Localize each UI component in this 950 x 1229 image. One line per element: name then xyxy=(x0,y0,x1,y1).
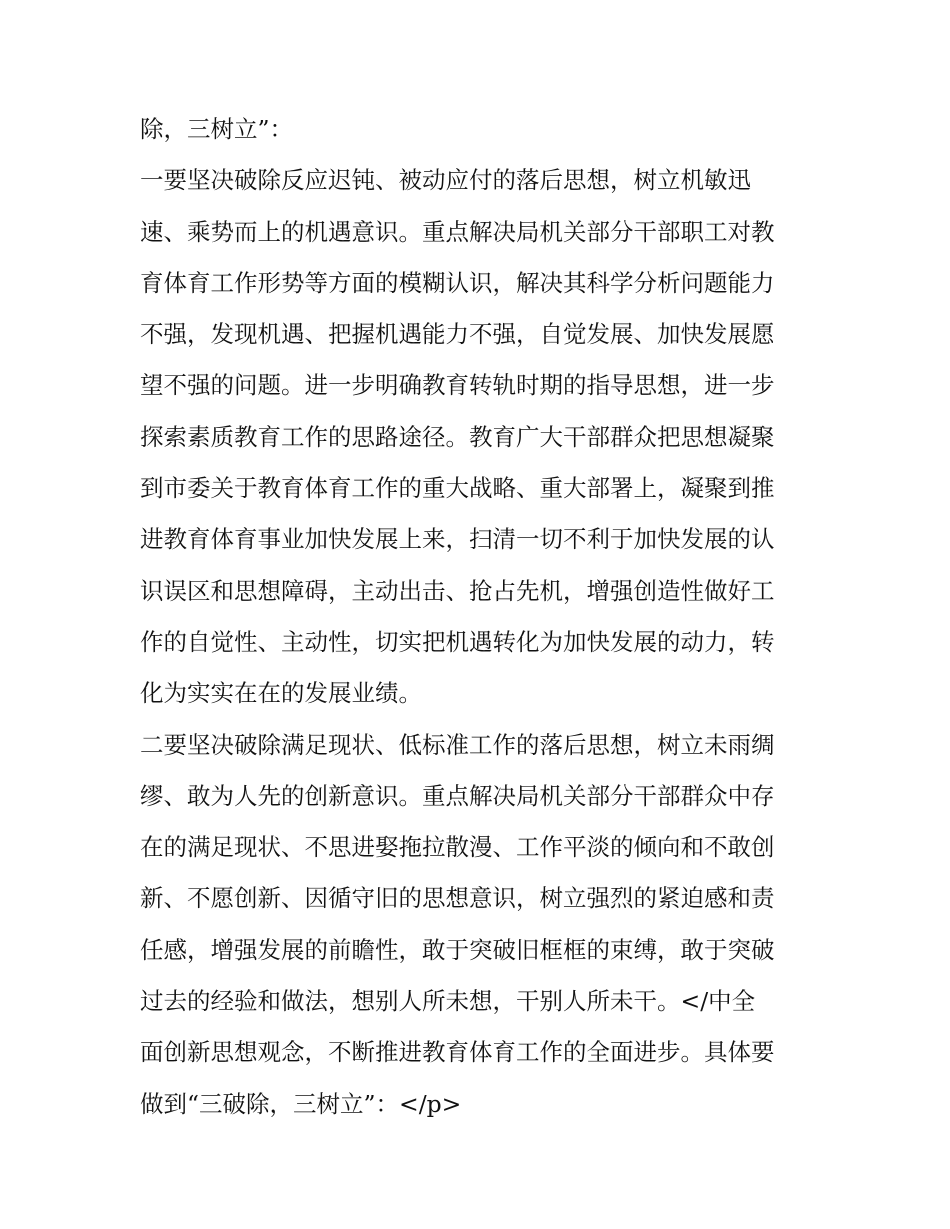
text-line: 不强，发现机遇、把握机遇能力不强，自觉发展、加快发展愿 xyxy=(140,320,775,349)
text-line: 任感，增强发展的前瞻性，敢于突破旧框框的束缚，敢于突破 xyxy=(140,935,775,964)
text-line: 新、不愿创新、因循守旧的思想意识，树立强烈的紧迫感和责 xyxy=(140,884,775,913)
text-line: 识误区和思想障碍，主动出击、抢占先机，增强创造性做好工 xyxy=(140,576,775,605)
text-line: 育体育工作形势等方面的模糊认识，解决其科学分析问题能力 xyxy=(140,268,775,297)
text-line: 过去的经验和做法，想别人所未想，干别人所未干。</中全 xyxy=(140,987,756,1016)
text-line: 二要坚决破除满足现状、低标准工作的落后思想，树立未雨绸 xyxy=(140,730,775,759)
text-line: 速、乘势而上的机遇意识。重点解决局机关部分干部职工对教 xyxy=(140,217,775,246)
text-line: 一要坚决破除反应迟钝、被动应付的落后思想，树立机敏迅 xyxy=(140,166,751,195)
text-line: 在的满足现状、不思进娶拖拉散漫、工作平淡的倾向和不敢创 xyxy=(140,833,775,862)
text-line: 探索素质教育工作的思路途径。教育广大干部群众把思想凝聚 xyxy=(140,422,775,451)
text-line: 面创新思想观念，不断推进教育体育工作的全面进步。具体要 xyxy=(140,1038,775,1067)
text-line: 做到“三破除，三树立”：</p> xyxy=(140,1089,462,1118)
text-line: 化为实实在在的发展业绩。 xyxy=(140,679,422,708)
text-line: 到市委关于教育体育工作的重大战略、重大部署上，凝聚到推 xyxy=(140,474,775,503)
text-line: 望不强的问题。进一步明确教育转轨时期的指导思想，进一步 xyxy=(140,371,775,400)
text-line: 进教育体育事业加快发展上来，扫清一切不利于加快发展的认 xyxy=(140,525,775,554)
text-line: 作的自觉性、主动性，切实把机遇转化为加快发展的动力，转 xyxy=(140,627,775,656)
text-line: 缪、敢为人先的创新意识。重点解决局机关部分干部群众中存 xyxy=(140,781,775,810)
body-text xyxy=(140,104,820,1130)
text-line: 除，三树立”： xyxy=(140,115,294,143)
